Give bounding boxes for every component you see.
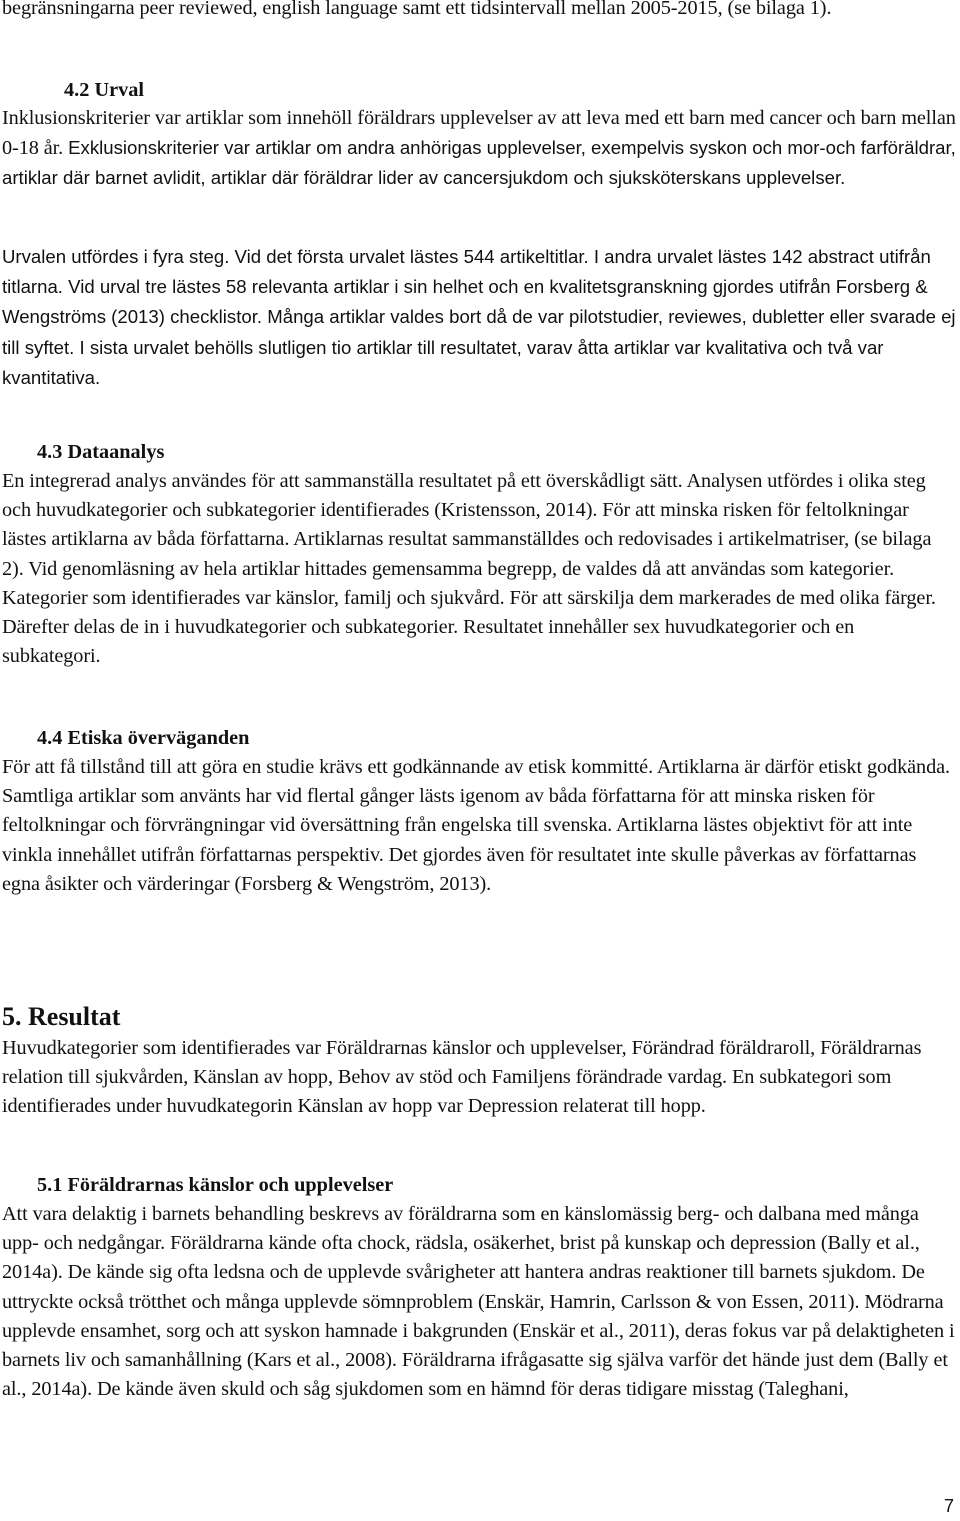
section-number: 4.3 xyxy=(37,441,63,463)
section-number: 4.4 xyxy=(37,727,63,749)
section-4-3-heading xyxy=(37,438,164,467)
parents-feelings-paragraph: Att vara delaktig i barnets behandling beskrevs av föräldrarna som en känslomässig berg- och dalbana med många upp- och nedgångar. Föräldrarna kände ofta chock, rädsla, osäkerhet, brist på kunskap och depression (Bally et al., 2014a). De kände sig ofta ledsna och de upplevde svårigheter att hantera andras reaktioner till barnets sjukdom. De uttryckte också trötthet och många upplevde sömnproblem (Enskär, Hamrin, Carlsson & von Essen, 2011). Mödrarna upplevde ensamhet, sorg och att syskon hamnade i bakgrunden (Enskär et al., 2011), deras fokus var på delaktigheten i barnets liv och samanhållning (Kars et al., 2008). Föräldrarna ifrågasatte sig själva varför det hände just dem (Bally et al., 2014a). De kände även skuld och såg sjukdomen som en hämnd för deras tidigare misstag (Taleghani, xyxy=(2,1203,955,1401)
section-4-4-heading xyxy=(37,724,249,753)
section-4-2-heading xyxy=(64,76,144,105)
section-number: 5.1 xyxy=(37,1174,63,1196)
section-title: Dataanalys xyxy=(67,441,165,463)
ethics-paragraph: För att få tillstånd till att göra en studie krävs ett godkännande av etisk kommitté. Artiklarna är därför etiskt godkända. Samtliga artiklar som använts har vid flertal gånger lästs igenom av båda författarna för att minska risken för feltolkningar och förvrängningar vid översättning från engelska till svenska. Artiklarna lästes objektivt för att inte vinkla innehållet utifrån författarnas perspektiv. Det gjordes även för resultatet inte skulle påverkas av författarnas egna åsikter och värderingar (Forsberg & Wengström, 2013). xyxy=(2,756,950,895)
inclusion-criteria-text: Inklusionskriterier var artiklar som innehöll föräldrars upplevelser av att leva med ett barn med cancer och barn mellan 0-18 år. xyxy=(2,107,956,160)
results-heading: 5. Resultat xyxy=(2,1002,121,1031)
section-title: Urval xyxy=(94,79,145,101)
section-number: 4.2 xyxy=(64,79,90,101)
selection-sans-text: Urvalen utfördes i fyra steg. Vid det första urvalet lästes 544 artikeltitlar. I andra urvalet lästes 142 abstract utifrån titlarna. Vid urval tre lästes 58 relevanta artiklar i sin helhet och en kvalitetsgranskning gjordes utifrån Forsberg & Wengströms (2013) checklistor. Många artiklar valdes bort då de var pilotstudier, reviewes, dubletter eller svarade ej till syftet. I sista urvalet behölls slutligen tio artiklar till resultatet, varav åtta artiklar var kvalitativa och två var kvantitativa. xyxy=(2,246,956,388)
page-number: 7 xyxy=(943,1496,954,1516)
data-analysis-paragraph: En integrerad analys användes för att sammanställa resultatet på ett överskådligt sätt. Analysen utfördes i olika steg och huvudkategorier och subkategorier identifierades (Kristensson, 2014). För att minska risken för feltolkningar lästes artiklarna av båda författarna. Artiklarnas resultat sammanställdes och redovisades i artikelmatriser, (se bilaga 2). Vid genomläsning av hela artiklar hittades gemensamma begrepp, de valdes då att användas som kategorier. Kategorier som identifierades var känslor, familj och sjukvård. För att särskilja dem markerades de med olika färger. Därefter delas de in i huvudkategorier och subkategorier. Resultatet innehåller sex huvudkategorier och en subkategori. xyxy=(2,470,936,668)
section-title: Etiska överväganden xyxy=(67,727,250,749)
section-title: Föräldrarnas känslor och upplevelser xyxy=(67,1174,394,1196)
section-5-1-heading xyxy=(37,1171,393,1200)
inclusion-exclusion-paragraph xyxy=(2,104,957,194)
exclusion-criteria-text: Exklusionskriterier var artiklar om andra anhörigas upplevelser, exempelvis syskon och mor-och farföräldrar, artiklar där barnet avlidit, artiklar där föräldrar lider av cancersjukdom och sjuksköterskans upplevelser. xyxy=(2,137,956,189)
selection-paragraph xyxy=(2,242,957,393)
intro-paragraph: begränsningarna peer reviewed, english language samt ett tidsintervall mellan 2005-2015, (se bilaga 1). xyxy=(2,0,832,19)
results-paragraph: Huvudkategorier som identifierades var Föräldrarnas känslor och upplevelser, Förändrad föräldraroll, Föräldrarnas relation till sjukvården, Känslan av hopp, Behov av stöd och Familjens förändrade vardag. En subkategori som identifierades under huvudkategorin Känslan av hopp var Depression relaterat till hopp. xyxy=(2,1037,922,1118)
